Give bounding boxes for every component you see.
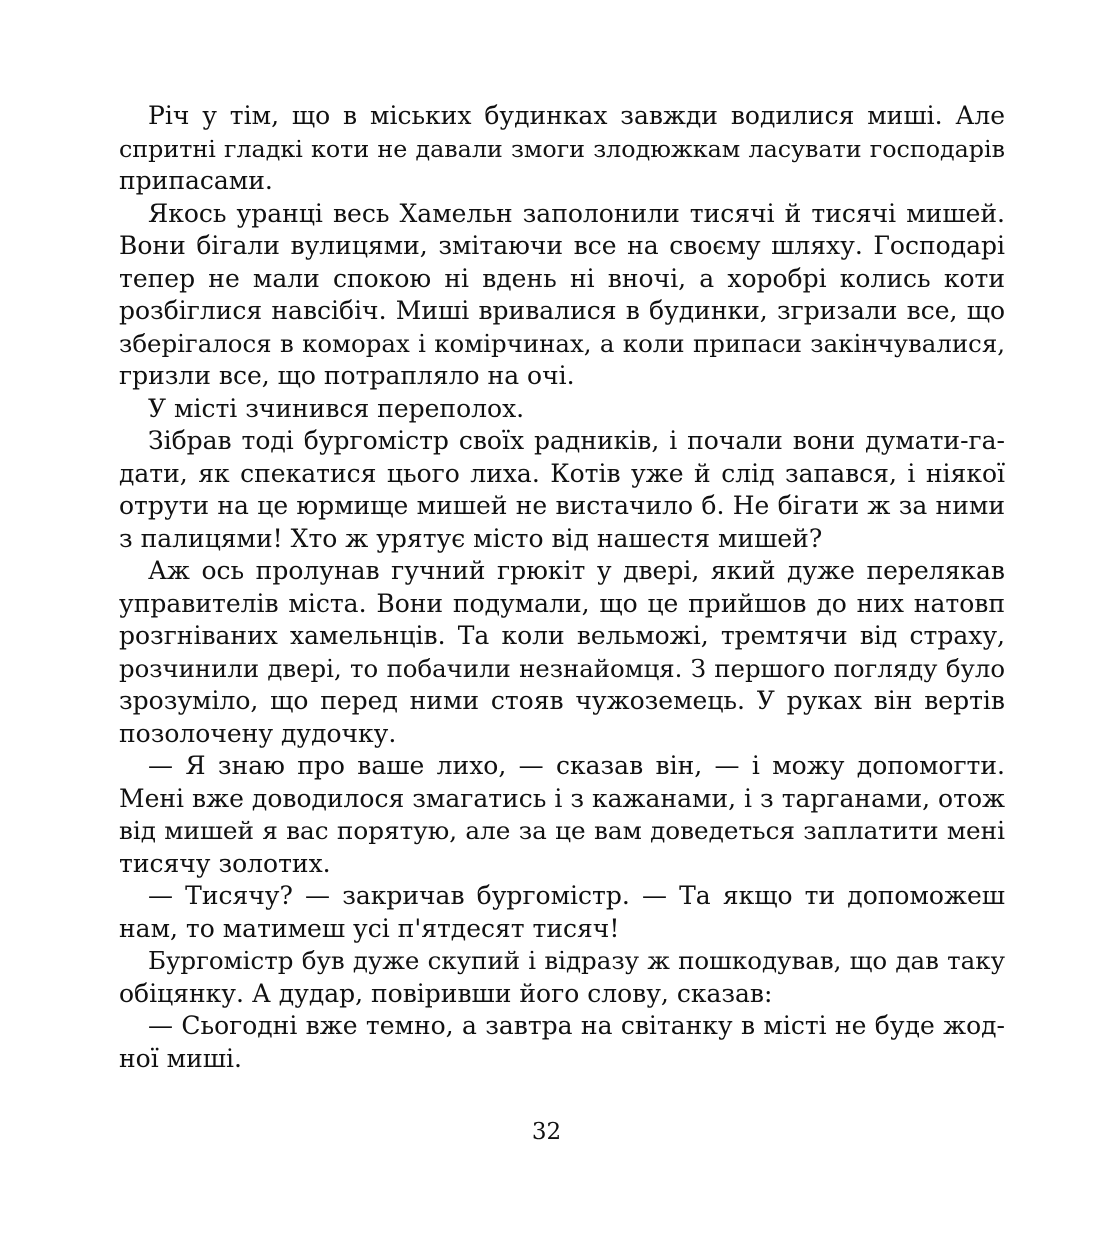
text-line: від мишей я вас порятую, але за це вам доведеться заплатити мені (119, 816, 1005, 845)
text-line: Річ у тім, що в міських будинках завжди водилися миші. Але (148, 101, 1005, 130)
text-line: тепер не мали спокою ні вдень ні вночі, а хоробрі колись коти (119, 263, 1005, 293)
text-line: Мені вже доводилося змагатись і з кажанами, і з тарганами, отож (119, 783, 1005, 813)
text-line: Зібрав тоді бургомістр своїх радників, і почали вони думати-га- (148, 426, 1005, 455)
text-line: гризли все, що потрапляло на очі. (119, 361, 575, 390)
paragraph (119, 880, 1005, 945)
text-line: розгніваних хамельнців. Та коли вельможі, тремтячи від страху, (119, 621, 1005, 650)
text-line: дати, як спекатися цього лиха. Котів уже й слід запався, і ніякої (119, 458, 1005, 488)
paragraph (119, 750, 1005, 880)
text-line: розбіглися навсібіч. Миші вривалися в будинки, згризали все, що (119, 296, 1005, 325)
text-line: з палицями! Хто ж урятує місто від нашестя мишей? (119, 523, 823, 553)
paragraph (119, 100, 1005, 198)
text-line: Бургомістр був дуже скупий і відразу ж пошкодував, що дав таку (148, 946, 1005, 975)
text-line: — Тисячу? — закричав бургомістр. — Та якщо ти допоможеш (148, 881, 1005, 910)
paragraph (119, 945, 1005, 1010)
text-line: У місті зчинився переполох. (148, 393, 525, 423)
text-line: зберігалося в коморах і комірчинах, а коли припаси закінчувалися, (119, 328, 1005, 358)
text-line: отрути на це юрмище мишей не вистачило б. Не бігати ж за ними (119, 491, 1005, 520)
text-line: тисячу золотих. (119, 848, 331, 878)
text-line: позолочену дудочку. (119, 718, 397, 748)
text-line: спритні гладкі коти не давали змоги злодюжкам ласувати господарів (119, 134, 1005, 163)
paragraph (119, 425, 1005, 555)
text-line: ної миші. (119, 1043, 242, 1073)
paragraph (119, 1010, 1005, 1075)
text-line: розчинили двері, то побачили незнайомця. З першого погляду було (119, 653, 1005, 683)
paragraph (119, 393, 1005, 426)
text-line: — Я знаю про ваше лихо, — сказав він, — і можу допомогти. (148, 751, 1005, 780)
paragraph (119, 198, 1005, 393)
text-line: — Сьогодні вже темно, а завтра на світанку в місті не буде жод- (148, 1011, 1005, 1040)
text-line: зрозуміло, що перед ними стояв чужоземець. У руках він вертів (119, 686, 1005, 715)
text-line: управителів міста. Вони подумали, що це прийшов до них натовп (119, 588, 1005, 618)
text-line: Якось уранці весь Хамельн заполонили тисячі й тисячі мишей. (148, 198, 1005, 228)
paragraph (119, 555, 1005, 750)
text-line: припасами. (119, 166, 273, 195)
page-number: 32 (531, 1119, 562, 1145)
body-text (119, 100, 1005, 1075)
text-line: Вони бігали вулицями, змітаючи все на своєму шляху. Господарі (119, 231, 1005, 260)
text-line: Аж ось пролунав гучний грюкіт у двері, який дуже перелякав (148, 556, 1005, 585)
text-line: обіцянку. А дудар, повіривши його слову, сказав: (119, 978, 773, 1008)
text-line: нам, то матимеш усі п'ятдесят тисяч! (119, 913, 620, 943)
